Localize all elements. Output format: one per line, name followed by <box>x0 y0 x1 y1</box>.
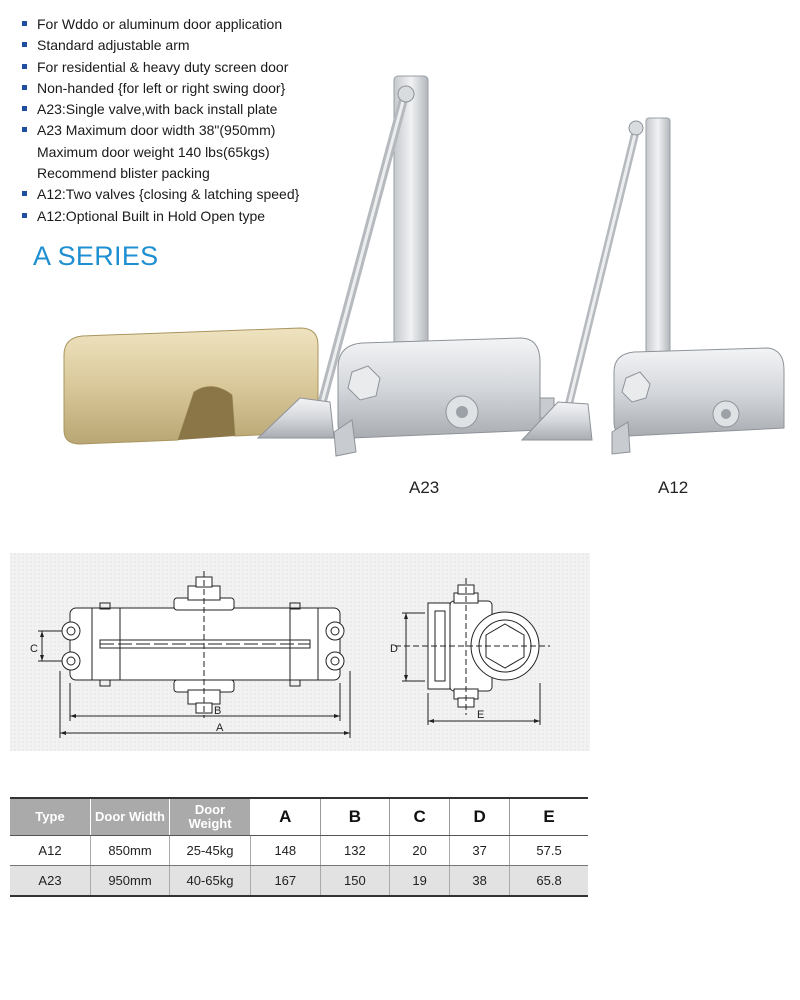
table-cell: 57.5 <box>510 836 588 866</box>
feature-text: Standard adjustable arm <box>37 37 190 54</box>
table-cell: 40-65kg <box>170 866 251 897</box>
table-row <box>10 836 588 866</box>
table-cell: 37 <box>450 836 510 866</box>
feature-text: A23:Single valve,with back install plate <box>37 101 278 118</box>
dimension-label-a: A <box>216 722 224 734</box>
table-cell: 20 <box>390 836 450 866</box>
table-cell: 25-45kg <box>170 836 251 866</box>
table-cell: 38 <box>450 866 510 897</box>
dimension-label-b: B <box>214 705 222 717</box>
header-door-width: Door Width <box>91 798 170 836</box>
table-cell: 65.8 <box>510 866 588 897</box>
table-cell: 132 <box>320 836 390 866</box>
table-cell: A12 <box>10 836 91 866</box>
header-e: E <box>510 798 588 836</box>
header-d: D <box>450 798 510 836</box>
table-cell: 850mm <box>91 836 170 866</box>
spec-table <box>10 797 588 897</box>
header-a: A <box>251 798 321 836</box>
product-photo <box>0 60 800 470</box>
table-header-row <box>10 798 588 836</box>
feature-item <box>20 35 299 56</box>
square-bullet-icon <box>22 42 27 47</box>
a23-label: A23 <box>409 478 440 497</box>
feature-text: For Wddo or aluminum door application <box>37 16 283 32</box>
table-cell: 167 <box>251 866 321 897</box>
a12-closer <box>522 118 784 454</box>
header-door-weight: Door Weight <box>170 798 251 836</box>
a23-closer <box>258 76 554 456</box>
feature-text: Non-handed {for left or right swing door} <box>37 79 286 96</box>
technical-drawing <box>10 553 590 751</box>
series-title: A SERIES <box>33 241 159 271</box>
dimension-label-e: E <box>477 709 485 721</box>
feature-text: Recommend blister packing <box>37 165 210 182</box>
feature-text: A12:Two valves {closing & latching speed} <box>37 186 300 203</box>
table-cell: 148 <box>251 836 321 866</box>
dimension-label-d: D <box>390 643 398 655</box>
feature-text: A12:Optional Built in Hold Open type <box>37 207 266 224</box>
dimension-label-c: C <box>30 643 38 655</box>
table-cell: 950mm <box>91 866 170 897</box>
square-bullet-icon <box>22 21 27 26</box>
table-cell: A23 <box>10 866 91 897</box>
header-type: Type <box>10 798 91 836</box>
feature-text: For residential & heavy duty screen door <box>37 58 289 75</box>
a12-label: A12 <box>658 478 689 497</box>
feature-item <box>20 14 299 35</box>
header-b: B <box>320 798 390 836</box>
feature-text: A23 Maximum door width 38"(950mm) <box>37 122 276 139</box>
header-c: C <box>390 798 450 836</box>
feature-text: Maximum door weight 140 lbs(65kgs) <box>37 143 270 160</box>
table-cell: 150 <box>320 866 390 897</box>
table-cell: 19 <box>390 866 450 897</box>
table-row <box>10 866 588 897</box>
